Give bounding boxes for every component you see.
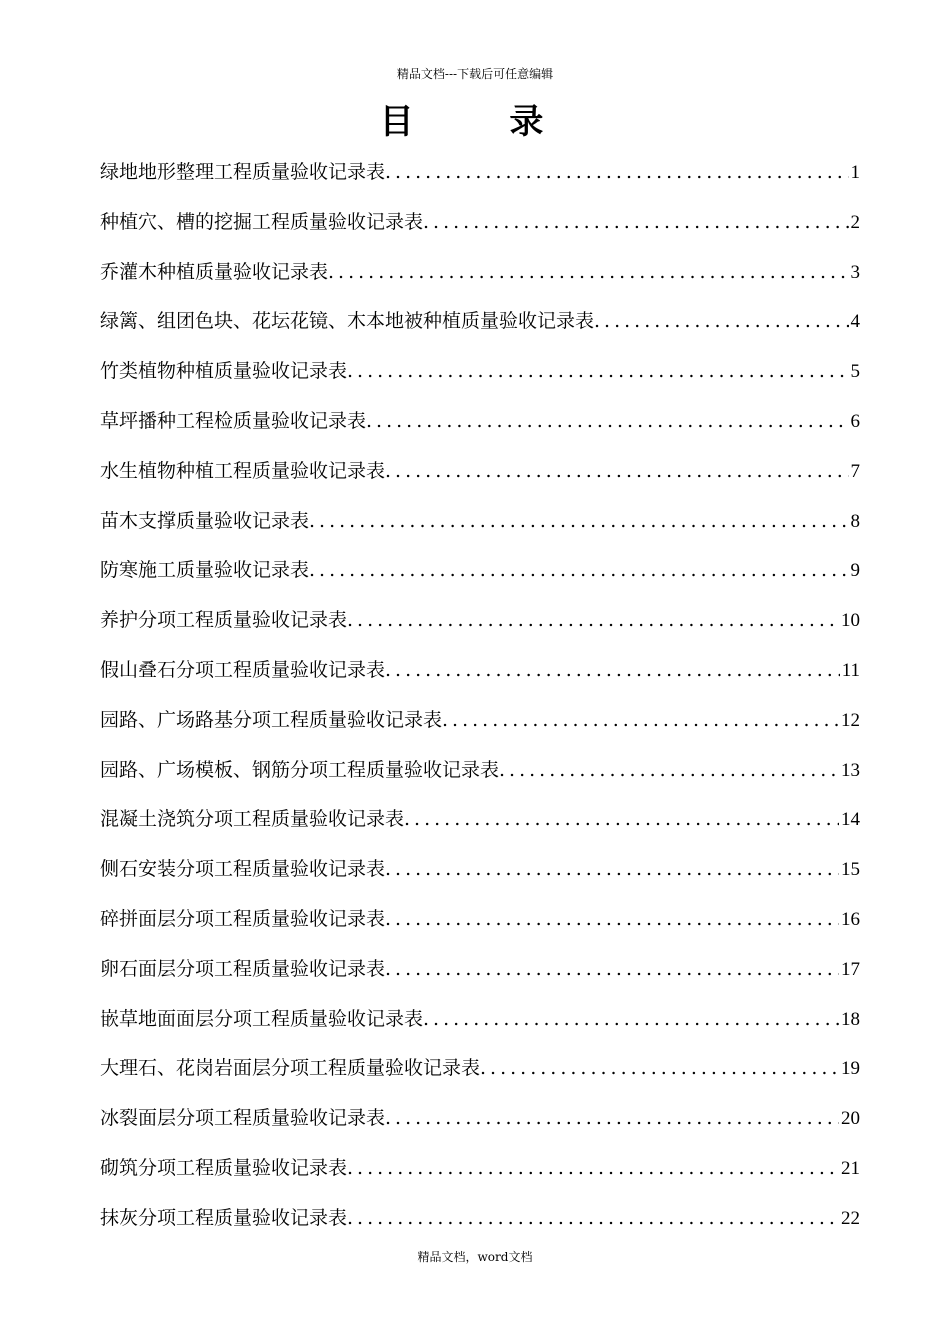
toc-entry-page: 17 [841,958,860,980]
toc-entry-title: 乔灌木种植质量验收记录表 [100,260,329,283]
toc-entry-page: 22 [841,1207,860,1229]
dot-leader [594,299,848,343]
toc-entry[interactable] [100,200,860,250]
dot-leader [347,1146,839,1190]
toc-entry[interactable] [100,897,860,947]
toc-entry-page: 19 [841,1058,860,1080]
toc-entry[interactable] [100,598,860,648]
toc-entry-title: 园路、广场模板、钢筋分项工程质量验收记录表 [100,758,500,781]
dot-leader [347,1196,839,1240]
dot-leader [480,1046,839,1090]
toc-entry[interactable] [100,1096,860,1146]
toc-entry[interactable] [100,847,860,897]
toc-entry-title: 碎拼面层分项工程质量验收记录表 [100,907,386,930]
toc-entry[interactable] [100,797,860,847]
toc-entry-page: 15 [841,859,860,881]
toc-entry-page: 8 [850,510,860,532]
dot-leader [385,648,840,692]
dot-leader [309,499,848,543]
toc-entry-page: 5 [850,361,860,383]
toc-entry[interactable] [100,748,860,798]
toc-entry-page: 10 [841,610,860,632]
toc-entry-title: 抹灰分项工程质量验收记录表 [100,1206,348,1229]
toc-entry-title: 砌筑分项工程质量验收记录表 [100,1156,348,1179]
toc-entry[interactable] [100,548,860,598]
toc-entry-page: 12 [841,709,860,731]
toc-entry[interactable] [100,698,860,748]
dot-leader [423,200,848,244]
dot-leader [385,947,839,991]
toc-entry-title: 冰裂面层分项工程质量验收记录表 [100,1107,386,1130]
toc-entry-title: 混凝土浇筑分项工程质量验收记录表 [100,808,405,831]
toc-entry-title: 养护分项工程质量验收记录表 [100,609,348,632]
toc-entry-title: 苗木支撑质量验收记录表 [100,509,310,532]
dot-leader [385,150,848,194]
toc-entry-page: 21 [841,1157,860,1179]
page-footer: 精品文档，word文档 [417,1250,533,1264]
dot-leader [309,548,848,592]
toc-entry-page: 18 [841,1008,860,1030]
toc-entry-page: 20 [841,1108,860,1130]
toc-entry[interactable] [100,499,860,549]
toc-entry[interactable] [100,349,860,399]
dot-leader [404,797,839,841]
toc-entry[interactable] [100,449,860,499]
toc-title: 目 录 [379,102,586,142]
toc-entry-page: 3 [850,261,860,283]
dot-leader [385,449,848,493]
toc-entry[interactable] [100,947,860,997]
dot-leader [366,399,848,443]
toc-entry-title: 园路、广场路基分项工程质量验收记录表 [100,708,443,731]
dot-leader [328,250,848,294]
table-of-contents [100,150,860,1246]
toc-entry[interactable] [100,1196,860,1246]
toc-entry-title: 假山叠石分项工程质量验收记录表 [100,658,386,681]
toc-entry[interactable] [100,648,860,698]
toc-entry-title: 卵石面层分项工程质量验收记录表 [100,957,386,980]
toc-entry[interactable] [100,1146,860,1196]
toc-entry-page: 13 [841,759,860,781]
dot-leader [385,1096,839,1140]
toc-entry-title: 水生植物种植工程质量验收记录表 [100,459,386,482]
toc-entry-title: 竹类植物种植质量验收记录表 [100,360,348,383]
dot-leader [442,698,839,742]
toc-entry-title: 防寒施工质量验收记录表 [100,559,310,582]
toc-entry[interactable] [100,1046,860,1096]
dot-leader [347,598,839,642]
toc-entry-title: 绿地地形整理工程质量验收记录表 [100,161,386,183]
dot-leader [423,997,839,1041]
toc-entry-page: 6 [850,410,860,432]
toc-entry-page: 2 [850,211,860,233]
toc-entry-page: 1 [850,162,860,183]
toc-entry[interactable] [100,299,860,349]
toc-entry-title: 草坪播种工程检质量验收记录表 [100,409,367,432]
toc-entry-title: 嵌草地面面层分项工程质量验收记录表 [100,1007,424,1030]
toc-entry[interactable] [100,399,860,449]
toc-entry-title: 侧石安装分项工程质量验收记录表 [100,858,386,881]
toc-entry-page: 9 [850,560,860,582]
toc-entry-title: 绿篱、组团色块、花坛花镜、木本地被种植质量验收记录表 [100,310,595,333]
dot-leader [347,349,848,393]
dot-leader [499,748,839,792]
dot-leader [385,847,839,891]
toc-entry-page: 7 [850,460,860,482]
toc-entry[interactable] [100,150,860,200]
toc-entry[interactable] [100,250,860,300]
toc-entry[interactable] [100,997,860,1047]
toc-entry-title: 种植穴、槽的挖掘工程质量验收记录表 [100,210,424,233]
page-header: 精品文档---下载后可任意编辑 [396,67,554,81]
toc-entry-page: 14 [841,809,860,831]
toc-entry-page: 16 [841,908,860,930]
toc-entry-page: 11 [841,659,860,681]
toc-entry-title: 大理石、花岗岩面层分项工程质量验收记录表 [100,1057,481,1080]
dot-leader [385,897,839,941]
toc-entry-page: 4 [850,311,860,333]
